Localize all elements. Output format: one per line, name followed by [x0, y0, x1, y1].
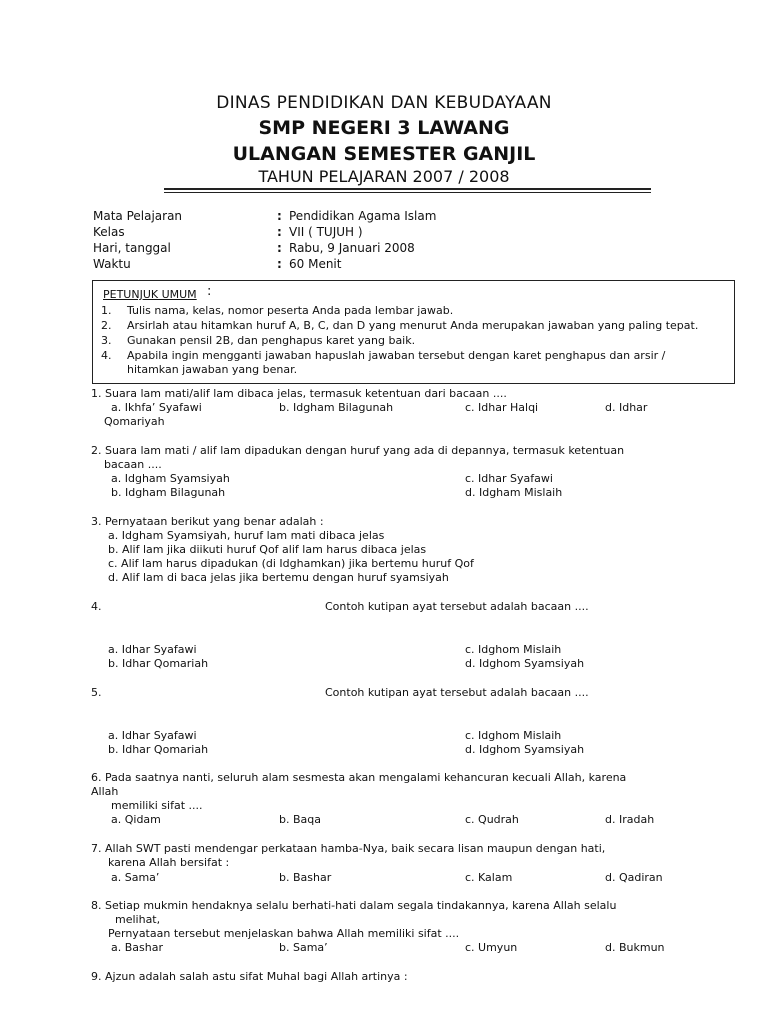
info-colon: : [277, 257, 282, 271]
instructions-title-colon: : [207, 284, 212, 299]
info-colon: : [277, 241, 282, 255]
question-1-option-d-cont: Qomariyah [104, 415, 165, 428]
question-3-stem: 3. Pernyataan berikut yang benar adalah : [91, 515, 324, 528]
question-8-option-a: a. Bashar [111, 941, 163, 954]
question-5-number: 5. [91, 686, 102, 699]
question-1-option-d: d. Idhar [605, 401, 648, 414]
instruction-text: Gunakan pensil 2B, dan penghapus karet yang baik. [127, 334, 416, 347]
school-name: SMP NEGERI 3 LAWANG [258, 117, 510, 139]
question-9-stem: 9. Ajzun adalah salah astu sifat Muhal bagi Allah artinya : [91, 970, 408, 983]
info-value: Pendidikan Agama Islam [289, 209, 437, 223]
academic-year: TAHUN PELAJARAN 2007 / 2008 [258, 167, 510, 186]
question-8-option-c: c. Umyun [465, 941, 518, 954]
question-7-option-b: b. Bashar [279, 871, 332, 884]
question-6-option-d: d. Iradah [605, 813, 655, 826]
question-4-option-c: c. Idghom Mislaih [465, 643, 562, 656]
question-8-stem: 8. Setiap mukmin hendaknya selalu berhati-hati dalam segala tindakannya, karena Allah selalu [91, 899, 617, 912]
instruction-text: Apabila ingin mengganti jawaban hapuslah jawaban tersebut dengan karet penghapus dan arsir / [127, 349, 666, 362]
question-6-option-a: a. Qidam [111, 813, 161, 826]
question-2-stem-cont: bacaan .... [104, 458, 162, 471]
info-label: Waktu [93, 257, 131, 271]
question-3-option-b: b. Alif lam jika diikuti huruf Qof alif lam harus dibaca jelas [108, 543, 427, 556]
question-1-option-b: b. Idgham Bilagunah [279, 401, 394, 414]
info-value: Rabu, 9 Januari 2008 [289, 241, 415, 255]
info-label: Mata Pelajaran [93, 209, 183, 223]
info-colon: : [277, 209, 282, 223]
question-8-option-b: b. Sama’ [279, 941, 328, 954]
header-divider [164, 188, 651, 190]
question-2-option-c: c. Idhar Syafawi [465, 472, 553, 485]
question-2-option-b: b. Idgham Bilagunah [111, 486, 226, 499]
question-6-stem-cont: Allah [91, 785, 119, 798]
question-6-stem: 6. Pada saatnya nanti, seluruh alam sesmesta akan mengalami kehancuran kecuali Allah, karena [91, 771, 627, 784]
question-4-option-b: b. Idhar Qomariah [108, 657, 209, 670]
question-4-option-d: d. Idghom Syamsiyah [465, 657, 585, 670]
question-5-stem: Contoh kutipan ayat tersebut adalah bacaan .... [325, 686, 589, 699]
instruction-text: Tulis nama, kelas, nomor peserta Anda pada lembar jawab. [127, 304, 454, 317]
info-value: 60 Menit [289, 257, 342, 271]
question-6-stem-cont2: memiliki sifat .... [111, 799, 203, 812]
question-4-stem: Contoh kutipan ayat tersebut adalah bacaan .... [325, 600, 589, 613]
instruction-text: hitamkan jawaban yang benar. [127, 363, 298, 376]
question-4-number: 4. [91, 600, 102, 613]
question-6-option-c: c. Qudrah [465, 813, 519, 826]
department-heading: DINAS PENDIDIKAN DAN KEBUDAYAAN [216, 93, 552, 113]
info-label: Kelas [93, 225, 125, 239]
question-7-option-a: a. Sama’ [111, 871, 160, 884]
question-3-option-d: d. Alif lam di baca jelas jika bertemu dengan huruf syamsiyah [108, 571, 449, 584]
instruction-text: Arsirlah atau hitamkan huruf A, B, C, dan D yang menurut Anda merupakan jawaban yang paling tepat. [127, 319, 699, 332]
question-5-option-c: c. Idghom Mislaih [465, 729, 562, 742]
question-1-option-c: c. Idhar Halqi [465, 401, 539, 414]
info-label: Hari, tanggal [93, 241, 171, 255]
instruction-number: 2. [101, 319, 112, 332]
question-4-option-a: a. Idhar Syafawi [108, 643, 197, 656]
instructions-box [92, 280, 735, 384]
exam-title: ULANGAN SEMESTER GANJIL [232, 143, 536, 165]
header-divider-thin [164, 192, 651, 193]
question-1-option-a: a. Ikhfa’ Syafawi [111, 401, 202, 414]
question-7-stem-cont: karena Allah bersifat : [108, 856, 230, 869]
question-8-option-d: d. Bukmun [605, 941, 665, 954]
question-5-option-b: b. Idhar Qomariah [108, 743, 209, 756]
question-7-stem: 7. Allah SWT pasti mendengar perkataan hamba-Nya, baik secara lisan maupun dengan hati, [91, 842, 606, 855]
question-2-option-a: a. Idgham Syamsiyah [111, 472, 230, 485]
question-8-stem-cont2: Pernyataan tersebut menjelaskan bahwa Allah memiliki sifat .... [108, 927, 460, 940]
instruction-number: 1. [101, 304, 112, 317]
question-3-option-c: c. Alif lam harus dipadukan (di Idghamkan) jika bertemu huruf Qof [108, 557, 474, 570]
instructions-title: PETUNJUK UMUM [103, 288, 197, 301]
question-2-stem: 2. Suara lam mati / alif lam dipadukan dengan huruf yang ada di depannya, termasuk ketentuan [91, 444, 625, 457]
instruction-number: 3. [101, 334, 112, 347]
question-7-option-d: d. Qadiran [605, 871, 663, 884]
question-3-option-a: a. Idgham Syamsiyah, huruf lam mati dibaca jelas [108, 529, 385, 542]
question-1-stem: 1. Suara lam mati/alif lam dibaca jelas, termasuk ketentuan dari bacaan .... [91, 387, 507, 400]
question-2-option-d: d. Idgham Mislaih [465, 486, 563, 499]
question-5-option-a: a. Idhar Syafawi [108, 729, 197, 742]
info-value: VII ( TUJUH ) [289, 225, 363, 239]
info-colon: : [277, 225, 282, 239]
question-5-option-d: d. Idghom Syamsiyah [465, 743, 585, 756]
question-6-option-b: b. Baqa [279, 813, 321, 826]
instruction-number: 4. [101, 349, 112, 362]
question-8-stem-cont: melihat, [115, 913, 161, 926]
question-7-option-c: c. Kalam [465, 871, 513, 884]
